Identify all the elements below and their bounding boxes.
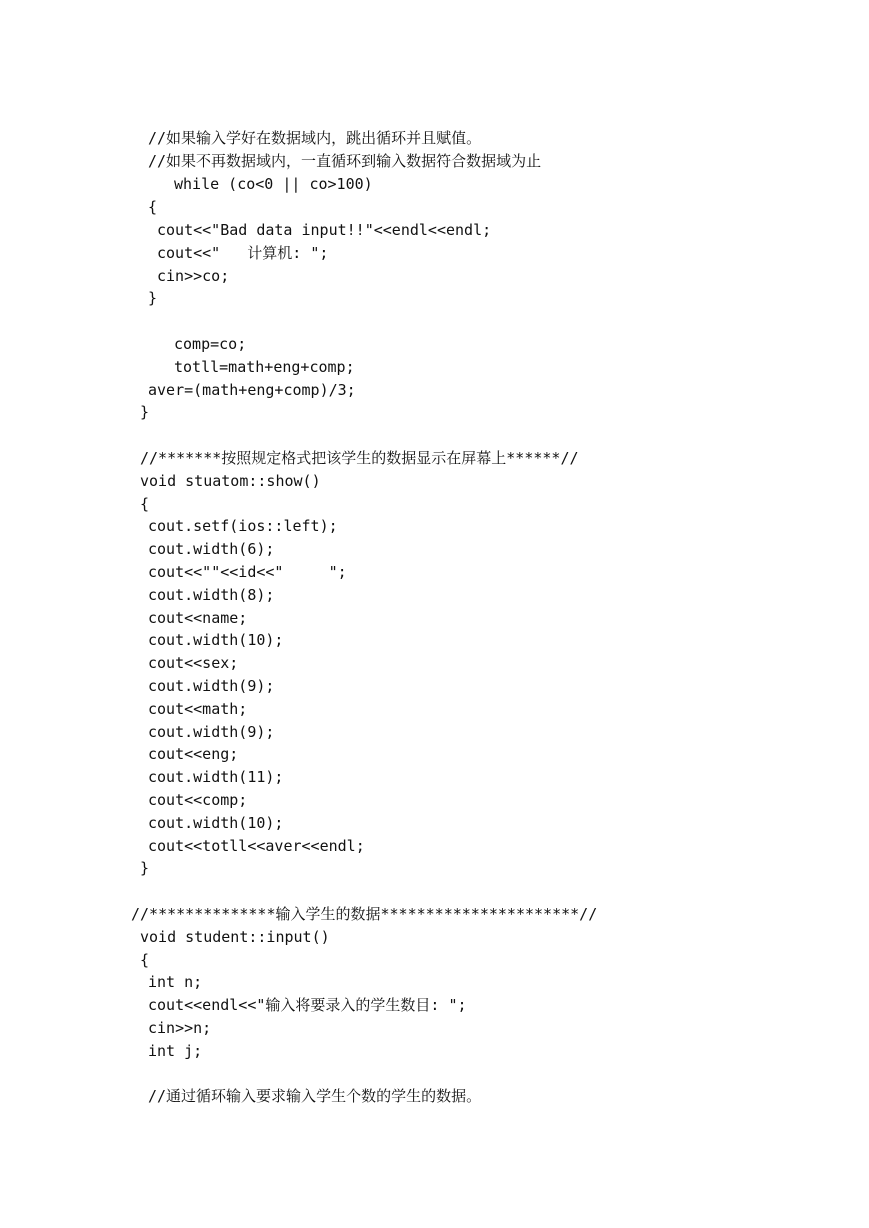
code-comment-line: //如果不再数据域内，一直循环到输入数据符合数据域为止 [148, 152, 542, 170]
code-line: int n; [148, 973, 203, 991]
code-comment-line: //*******按照规定格式把该学生的数据显示在屏幕上******// [140, 449, 579, 467]
code-brace: { [140, 951, 150, 969]
code-line: cout.width(9); [148, 677, 275, 695]
code-brace: } [148, 289, 158, 307]
code-brace: } [140, 403, 150, 421]
code-brace: } [140, 859, 150, 877]
code-comment-line: //**************输入学生的数据**********************// [131, 905, 598, 923]
code-line: cout<<" 计算机: "; [157, 244, 329, 262]
code-brace: { [148, 198, 158, 216]
code-line: comp=co; [174, 335, 247, 353]
code-line: cout<<endl<<"输入将要录入的学生数目: "; [148, 996, 467, 1014]
code-line: cout<<"Bad data input!!"<<endl<<endl; [157, 221, 492, 239]
code-line: cout<<name; [148, 609, 248, 627]
code-line: cout<<sex; [148, 654, 239, 672]
code-line: cout<<""<<id<<" "; [148, 563, 347, 581]
code-line: cout<<math; [148, 700, 248, 718]
code-comment-line: //通过循环输入要求输入学生个数的学生的数据。 [148, 1087, 482, 1105]
code-line: cout.width(11); [148, 768, 284, 786]
code-line: cin>>co; [157, 267, 230, 285]
code-line: cout.width(10); [148, 631, 284, 649]
code-line: void student::input() [140, 928, 330, 946]
code-line: cout.width(10); [148, 814, 284, 832]
code-comment-line: //如果输入学好在数据域内，跳出循环并且赋值。 [148, 129, 482, 147]
code-line: int j; [148, 1042, 203, 1060]
code-line: cout.setf(ios::left); [148, 517, 338, 535]
code-line: void stuatom::show() [140, 472, 321, 490]
code-line: aver=(math+eng+comp)/3; [148, 381, 356, 399]
code-line: totll=math+eng+comp; [174, 358, 355, 376]
code-line: cout<<comp; [148, 791, 248, 809]
code-line: cout.width(9); [148, 723, 275, 741]
code-line: cout.width(8); [148, 586, 275, 604]
code-line: cout<<eng; [148, 745, 239, 763]
code-line: cout.width(6); [148, 540, 275, 558]
code-line: while (co<0 || co>100) [174, 175, 373, 193]
code-brace: { [140, 495, 150, 513]
code-line: cin>>n; [148, 1019, 212, 1037]
code-line: cout<<totll<<aver<<endl; [148, 837, 365, 855]
